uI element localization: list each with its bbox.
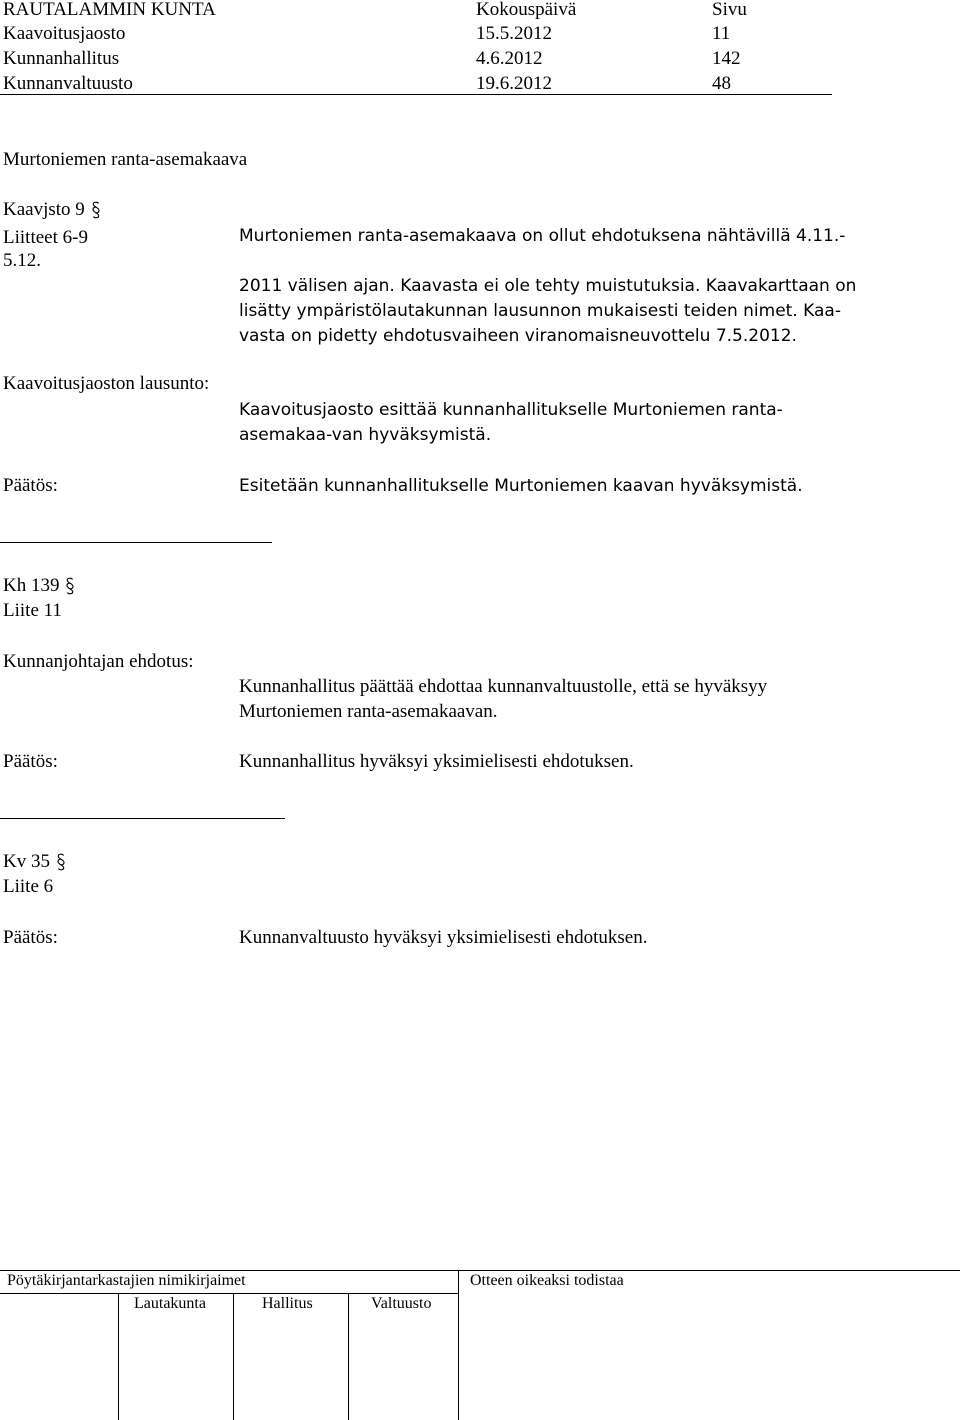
body-name-kaavoitusjaosto: Kaavoitusjaosto xyxy=(3,23,126,44)
statement-label: Kaavoitusjaoston lausunto: xyxy=(3,373,210,394)
column-valtuusto: Valtuusto xyxy=(371,1295,432,1312)
footer-column-divider xyxy=(118,1293,119,1420)
attachments-reference: Liitteet 6-9 xyxy=(3,227,88,248)
decision-text: Kunnanvaltuusto hyväksyi yksimielisesti ehdotuksen. xyxy=(239,927,648,948)
statement-line-2: asemakaa-van hyväksymistä. xyxy=(239,425,492,445)
description-line-2: 2011 välisen ajan. Kaavasta ei ole tehty muistutuksia. Kaavakarttaan on xyxy=(239,276,857,296)
description-line-3: lisätty ympäristölautakunnan lausunnon mukaisesti teiden nimet. Kaa- xyxy=(239,301,841,321)
decision-text: Kunnanhallitus hyväksyi yksimielisesti ehdotuksen. xyxy=(239,751,634,772)
section-mark-icon xyxy=(91,200,101,220)
footer-column-divider xyxy=(348,1293,349,1420)
certify-title: Otteen oikeaksi todistaa xyxy=(470,1272,624,1289)
decision-text: Esitetään kunnanhallitukselle Murtoniemen kaavan hyväksymistä. xyxy=(239,476,803,496)
body-name-kunnanvaltuusto: Kunnanvaltuusto xyxy=(3,73,133,94)
page-heading: Sivu xyxy=(712,0,747,20)
page-number: 48 xyxy=(712,73,731,94)
attachments-reference-cont: 5.12. xyxy=(3,250,41,271)
proposal-line-1: Kunnanhallitus päättää ehdottaa kunnanvaltuustolle, että se hyväksyy xyxy=(239,676,768,697)
section-reference: Kv 35 xyxy=(3,852,66,872)
section-separator xyxy=(0,542,272,543)
municipality-name: RAUTALAMMIN KUNTA xyxy=(3,0,216,20)
footer-inner-rule xyxy=(0,1293,458,1294)
meeting-date-heading: Kokouspäivä xyxy=(476,0,577,20)
decision-label: Päätös: xyxy=(3,927,58,948)
proposal-line-2: Murtoniemen ranta-asemakaavan. xyxy=(239,701,498,722)
header-rule xyxy=(0,94,832,95)
section-separator xyxy=(0,818,285,819)
description-line-4: vasta on pidetty ehdotusvaiheen viranomaisneuvottelu 7.5.2012. xyxy=(239,326,797,346)
meeting-date: 19.6.2012 xyxy=(476,73,552,94)
page-number: 11 xyxy=(712,23,731,44)
description-line-1: Murtoniemen ranta-asemakaava on ollut ehdotuksena nähtävillä 4.11.- xyxy=(239,226,846,246)
footer-divider-main xyxy=(458,1270,459,1420)
meeting-date: 15.5.2012 xyxy=(476,23,552,44)
section-mark-icon xyxy=(56,852,66,872)
decision-label: Päätös: xyxy=(3,751,58,772)
attachment-reference: Liite 6 xyxy=(3,876,54,897)
column-hallitus: Hallitus xyxy=(262,1295,313,1312)
meeting-date: 4.6.2012 xyxy=(476,48,543,69)
attachment-reference: Liite 11 xyxy=(3,600,62,621)
column-lautakunta: Lautakunta xyxy=(134,1295,206,1312)
document-title: Murtoniemen ranta-asemakaava xyxy=(3,149,248,170)
checkers-title: Pöytäkirjantarkastajien nimikirjaimet xyxy=(7,1272,246,1289)
proposal-label: Kunnanjohtajan ehdotus: xyxy=(3,651,194,672)
footer-top-rule xyxy=(0,1270,960,1271)
section-reference: Kaavjsto 9 xyxy=(3,200,101,220)
statement-line-1: Kaavoitusjaosto esittää kunnanhallitukselle Murtoniemen ranta- xyxy=(239,400,783,420)
decision-label: Päätös: xyxy=(3,475,58,496)
footer-column-divider xyxy=(233,1293,234,1420)
page-number: 142 xyxy=(712,48,741,69)
section-mark-icon xyxy=(65,576,75,596)
section-reference: Kh 139 xyxy=(3,576,75,596)
body-name-kunnanhallitus: Kunnanhallitus xyxy=(3,48,120,69)
